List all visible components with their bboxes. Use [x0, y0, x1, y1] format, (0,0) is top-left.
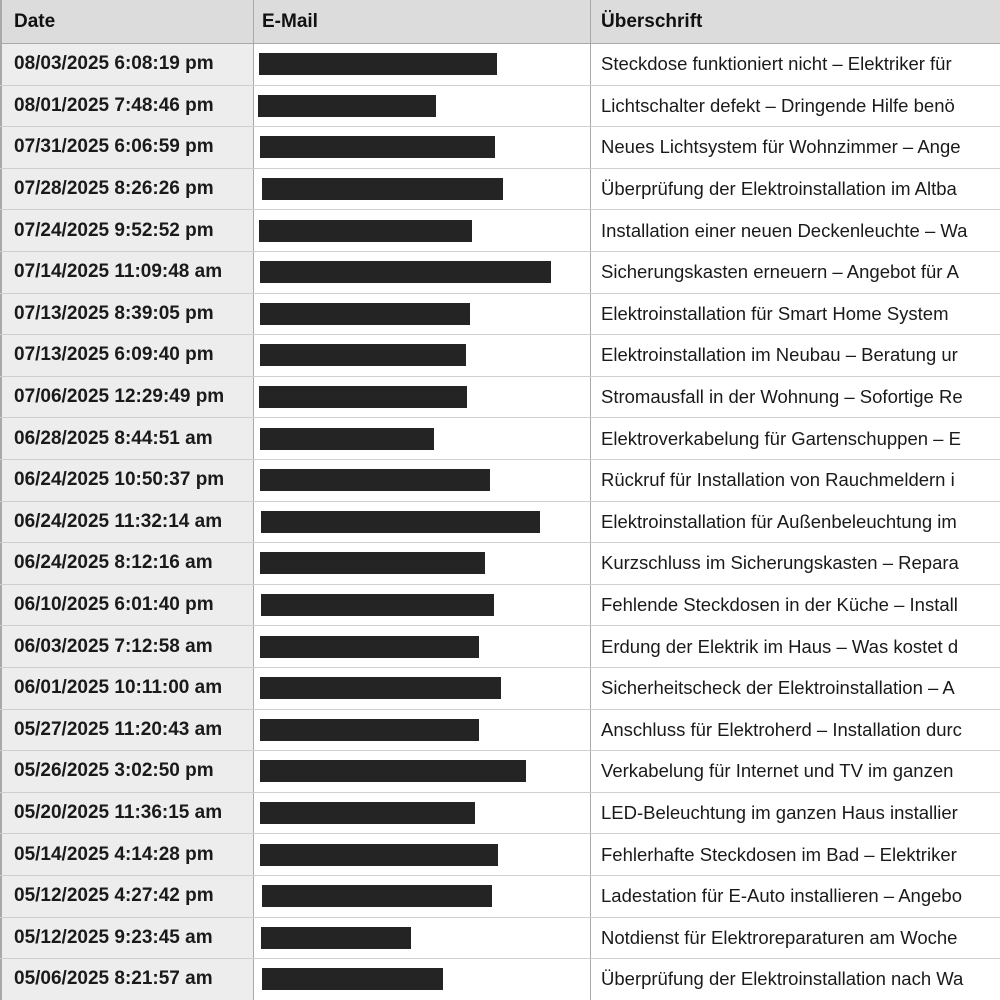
header-subject[interactable]: Überschrift: [601, 10, 703, 32]
redacted-email: [261, 594, 494, 616]
redacted-email: [260, 677, 501, 699]
redacted-email: [258, 95, 436, 117]
table-row[interactable]: [0, 418, 1000, 460]
table-row[interactable]: [0, 335, 1000, 377]
table-row[interactable]: [0, 626, 1000, 668]
subject-cell: Fehlerhafte Steckdosen im Bad – Elektriker: [591, 834, 1000, 875]
email-cell: [254, 751, 591, 792]
email-cell: [254, 918, 591, 959]
date-cell: 06/24/2025 10:50:37 pm: [0, 460, 254, 501]
date-cell: 05/06/2025 8:21:57 am: [0, 959, 254, 1000]
header-date[interactable]: Date: [0, 0, 254, 43]
date-cell: 06/28/2025 8:44:51 am: [0, 418, 254, 459]
email-cell: [254, 44, 591, 85]
redacted-email: [259, 220, 472, 242]
table-row[interactable]: [0, 377, 1000, 419]
redacted-email: [260, 261, 551, 283]
table-row[interactable]: [0, 210, 1000, 252]
table-row[interactable]: [0, 169, 1000, 211]
email-cell: [254, 668, 591, 709]
subject-cell: Neues Lichtsystem für Wohnzimmer – Ange: [591, 127, 1000, 168]
redacted-email: [260, 844, 498, 866]
redacted-email: [260, 428, 434, 450]
table-row[interactable]: [0, 543, 1000, 585]
redacted-email: [260, 719, 479, 741]
subject-cell: Stromausfall in der Wohnung – Sofortige Re: [591, 377, 1000, 418]
subject-cell: Elektroinstallation im Neubau – Beratung ur: [591, 335, 1000, 376]
email-cell: [254, 418, 591, 459]
date-cell: 07/06/2025 12:29:49 pm: [0, 377, 254, 418]
email-cell: [254, 710, 591, 751]
subject-cell: Elektroverkabelung für Gartenschuppen – E: [591, 418, 1000, 459]
redacted-email: [261, 927, 411, 949]
redacted-email: [260, 469, 490, 491]
email-cell: [254, 377, 591, 418]
email-cell: [254, 502, 591, 543]
subject-cell: Lichtschalter defekt – Dringende Hilfe benö: [591, 86, 1000, 127]
subject-cell: Verkabelung für Internet und TV im ganzen: [591, 751, 1000, 792]
date-cell: 07/14/2025 11:09:48 am: [0, 252, 254, 293]
date-cell: 08/03/2025 6:08:19 pm: [0, 44, 254, 85]
redacted-email: [260, 303, 470, 325]
redacted-email: [260, 636, 479, 658]
subject-cell: Anschluss für Elektroherd – Installation durc: [591, 710, 1000, 751]
table-row[interactable]: [0, 959, 1000, 1000]
email-cell: [254, 543, 591, 584]
redacted-email: [262, 968, 443, 990]
email-cell: [254, 252, 591, 293]
date-cell: 05/27/2025 11:20:43 am: [0, 710, 254, 751]
subject-cell: Installation einer neuen Deckenleuchte – Wa: [591, 210, 1000, 251]
table-row[interactable]: [0, 751, 1000, 793]
subject-cell: Sicherheitscheck der Elektroinstallation – A: [591, 668, 1000, 709]
redacted-email: [260, 802, 475, 824]
email-cell: [254, 335, 591, 376]
date-cell: 07/28/2025 8:26:26 pm: [0, 169, 254, 210]
table-row[interactable]: [0, 127, 1000, 169]
subject-cell: Überprüfung der Elektroinstallation im Altba: [591, 169, 1000, 210]
email-cell: [254, 127, 591, 168]
date-cell: 08/01/2025 7:48:46 pm: [0, 86, 254, 127]
subject-cell: Kurzschluss im Sicherungskasten – Repara: [591, 543, 1000, 584]
header-email[interactable]: E-Mail: [254, 0, 591, 43]
table-row[interactable]: [0, 460, 1000, 502]
table-row[interactable]: [0, 668, 1000, 710]
table-row[interactable]: [0, 294, 1000, 336]
date-cell: 05/14/2025 4:14:28 pm: [0, 834, 254, 875]
date-cell: 06/24/2025 11:32:14 am: [0, 502, 254, 543]
redacted-email: [260, 760, 526, 782]
redacted-email: [260, 136, 495, 158]
redacted-email: [261, 511, 540, 533]
date-cell: 05/12/2025 4:27:42 pm: [0, 876, 254, 917]
table-row[interactable]: [0, 252, 1000, 294]
table-row[interactable]: [0, 793, 1000, 835]
date-cell: 06/24/2025 8:12:16 am: [0, 543, 254, 584]
table-header-row: [0, 0, 1000, 44]
email-cell: [254, 959, 591, 1000]
subject-cell: Fehlende Steckdosen in der Küche – Install: [591, 585, 1000, 626]
email-cell: [254, 626, 591, 667]
redacted-email: [262, 885, 492, 907]
redacted-email: [262, 178, 503, 200]
email-cell: [254, 460, 591, 501]
redacted-email: [259, 386, 467, 408]
date-cell: 06/03/2025 7:12:58 am: [0, 626, 254, 667]
subject-cell: Notdienst für Elektroreparaturen am Woche: [591, 918, 1000, 959]
redacted-email: [260, 344, 466, 366]
subject-cell: Sicherungskasten erneuern – Angebot für A: [591, 252, 1000, 293]
date-cell: 07/24/2025 9:52:52 pm: [0, 210, 254, 251]
table-row[interactable]: [0, 86, 1000, 128]
date-cell: 05/20/2025 11:36:15 am: [0, 793, 254, 834]
email-cell: [254, 585, 591, 626]
date-cell: 06/01/2025 10:11:00 am: [0, 668, 254, 709]
table-row[interactable]: [0, 585, 1000, 627]
date-cell: 07/31/2025 6:06:59 pm: [0, 127, 254, 168]
date-cell: 07/13/2025 6:09:40 pm: [0, 335, 254, 376]
email-cell: [254, 210, 591, 251]
table-row[interactable]: [0, 502, 1000, 544]
subject-cell: Überprüfung der Elektroinstallation nach Wa: [591, 959, 1000, 1000]
email-cell: [254, 294, 591, 335]
email-cell: [254, 793, 591, 834]
subject-cell: Ladestation für E-Auto installieren – Angebo: [591, 876, 1000, 917]
email-cell: [254, 834, 591, 875]
subject-cell: LED-Beleuchtung im ganzen Haus installier: [591, 793, 1000, 834]
table-row[interactable]: [0, 834, 1000, 876]
subject-cell: Steckdose funktioniert nicht – Elektriker für: [591, 44, 1000, 85]
date-cell: 06/10/2025 6:01:40 pm: [0, 585, 254, 626]
redacted-email: [260, 552, 485, 574]
table-row[interactable]: [0, 918, 1000, 960]
subject-cell: Erdung der Elektrik im Haus – Was kostet d: [591, 626, 1000, 667]
subject-cell: Elektroinstallation für Außenbeleuchtung im: [591, 502, 1000, 543]
email-cell: [254, 169, 591, 210]
table-row[interactable]: [0, 876, 1000, 918]
date-cell: 05/26/2025 3:02:50 pm: [0, 751, 254, 792]
date-cell: 07/13/2025 8:39:05 pm: [0, 294, 254, 335]
date-cell: 05/12/2025 9:23:45 am: [0, 918, 254, 959]
redacted-email: [259, 53, 497, 75]
subject-cell: Elektroinstallation für Smart Home System: [591, 294, 1000, 335]
subject-cell: Rückruf für Installation von Rauchmeldern i: [591, 460, 1000, 501]
email-cell: [254, 86, 591, 127]
email-cell: [254, 876, 591, 917]
table-row[interactable]: [0, 710, 1000, 752]
table-row[interactable]: [0, 44, 1000, 86]
